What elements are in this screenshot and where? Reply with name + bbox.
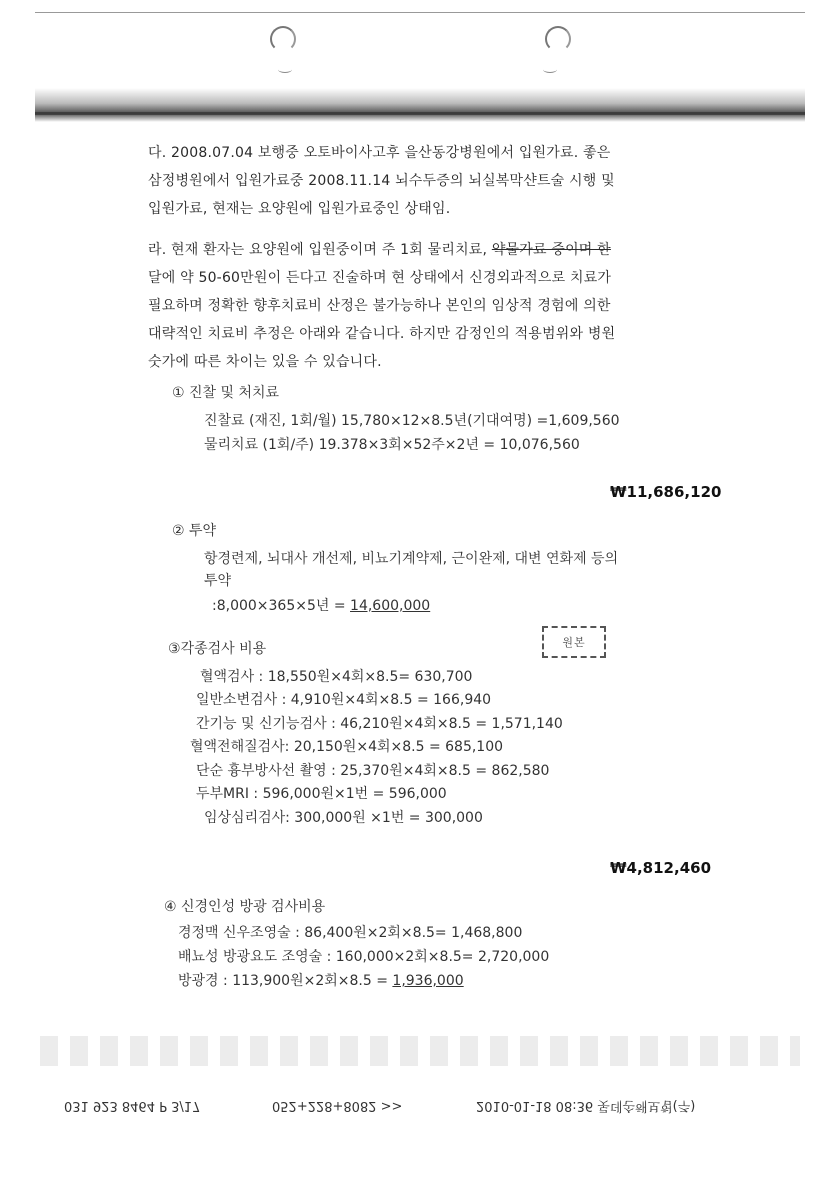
fax-footer-middle: 052+228+8082 >>: [272, 1098, 403, 1113]
section3-title: ③각종검사 비용: [168, 641, 267, 657]
section3-row: 두부MRI : 596,000원×1번 = 596,000: [196, 786, 447, 802]
para-ra-line4: 대략적인 치료비 추정은 아래와 같습니다. 하지만 감정인의 적용범위와 병원: [148, 326, 616, 342]
top-border-line: [35, 12, 805, 13]
section1-total: ₩11,686,120: [610, 483, 722, 501]
section3-row: 단순 흉부방사선 촬영 : 25,370원×4회×8.5 = 862,580: [196, 763, 550, 779]
original-stamp: 원본: [542, 626, 606, 658]
section3-row: 임상심리검사: 300,000원 ×1번 = 300,000: [204, 810, 483, 826]
section2-row1: 항경련제, 뇌대사 개선제, 비뇨기계약제, 근이완제, 대변 연화제 등의: [204, 551, 619, 567]
section3-row: 일반소변검사 : 4,910원×4회×8.5 = 166,940: [196, 692, 492, 708]
section3-row: 혈액검사 : 18,550원×4회×8.5= 630,700: [200, 669, 473, 685]
punch-mark-left: [278, 66, 292, 73]
fax-footer-left: 031 923 8464 P 3/17: [64, 1098, 201, 1113]
section2-title: ② 투약: [172, 523, 217, 539]
para-ra-line1: [148, 236, 611, 264]
para-ra-line5: 숫가에 따른 차이는 있을 수 있습니다.: [148, 354, 382, 370]
para-da-line3: 입원가료, 현재는 요양원에 입원가료중인 상태임.: [148, 201, 451, 217]
section4-last-prefix: 방광경 : 113,900원×2회×8.5 =: [178, 973, 393, 989]
section4-last-value: 1,936,000: [392, 973, 464, 989]
section4-row: 경정맥 신우조영술 : 86,400원×2회×8.5= 1,468,800: [178, 925, 523, 941]
para-ra-line2: 달에 약 50-60만원이 든다고 진술하며 현 상태에서 신경외과적으로 치료가: [148, 270, 612, 286]
para-ra-struck-text: 약물가료 중이며 한: [491, 242, 611, 258]
para-da-line2: 삼정병원에서 입원가료중 2008.11.14 뇌수두증의 뇌실복막샨트술 시행 및: [148, 173, 615, 189]
section4-row-last: [178, 970, 464, 990]
section3-row: 간기능 및 신기능검사 : 46,210원×4회×8.5 = 1,571,140: [196, 716, 563, 732]
section4-title: ④ 신경인성 방광 검사비용: [164, 899, 326, 915]
faint-bleed-through: [40, 1036, 800, 1066]
para-ra-line3: 필요하며 정확한 향후치료비 산정은 불가능하나 본인의 임상적 경험에 의한: [148, 298, 611, 314]
scan-artifact-band: [35, 88, 805, 122]
section2-row3-value: 14,600,000: [350, 598, 431, 614]
section3-row: 혈액전해질검사: 20,150원×4회×8.5 = 685,100: [190, 739, 504, 755]
fax-footer-right: 2010-01-18 08:36 롯데손해보험(주): [476, 1098, 696, 1113]
section1-row1: 진찰료 (재진, 1회/월) 15,780×12×8.5년(기대여명) =1,609,560: [204, 413, 620, 429]
section2-row2: 투약: [204, 573, 232, 589]
punch-hole-left-icon: [270, 26, 296, 52]
section2-row3: [212, 595, 430, 615]
section3-total: ₩4,812,460: [610, 859, 712, 877]
section4-row: 배뇨성 방광요도 조영술 : 160,000×2회×8.5= 2,720,000: [178, 949, 550, 965]
section1-row2: 물리치료 (1회/주) 19.378×3회×52주×2년 = 10,076,560: [204, 437, 580, 453]
punch-mark-right: [543, 66, 557, 73]
section2-row3-prefix: :8,000×365×5년 =: [212, 598, 351, 614]
section1-title: ① 진찰 및 처치료: [172, 385, 280, 401]
para-da-line1: 다. 2008.07.04 보행중 오토바이사고후 을산동강병원에서 입원가료. 좋은: [148, 145, 611, 161]
para-ra-line1-text: 라. 현재 환자는 요양원에 입원중이며 주 1회 물리치료,: [148, 242, 492, 258]
punch-hole-right-icon: [545, 26, 571, 52]
